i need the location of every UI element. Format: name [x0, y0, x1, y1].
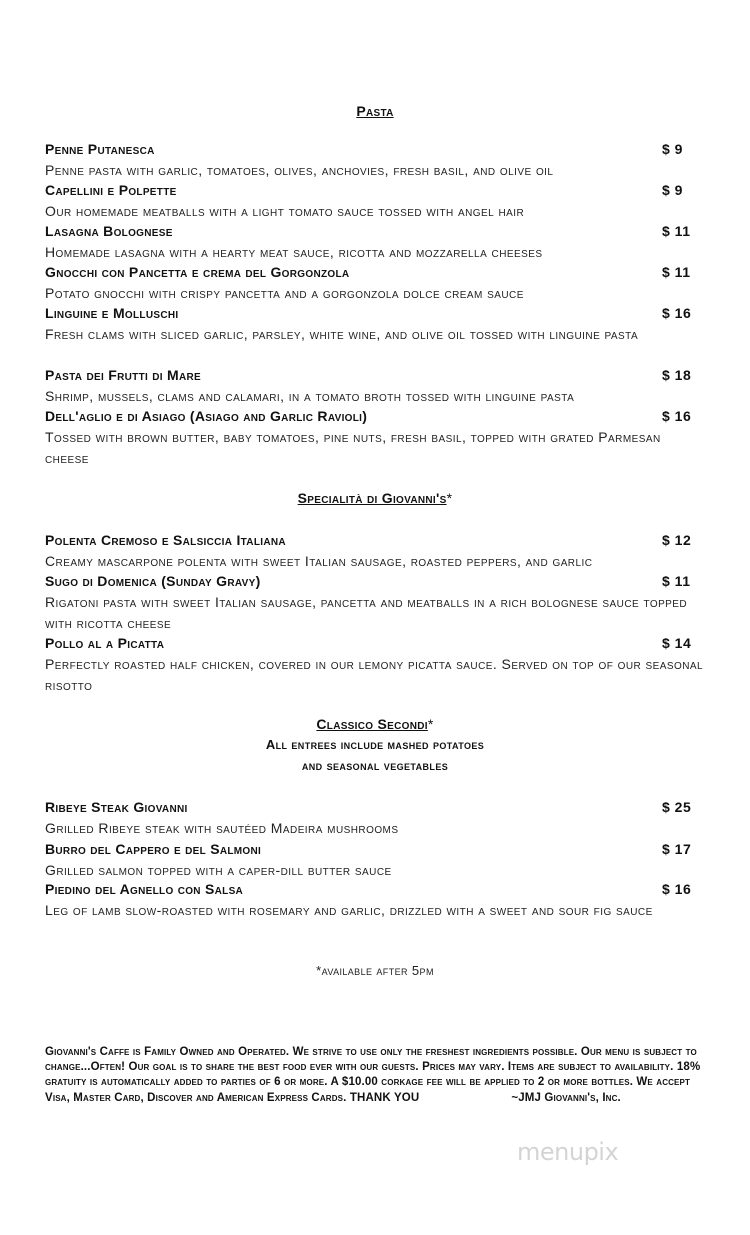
item-name: Linguine e Molluschi: [45, 305, 179, 321]
item-description: Leg of lamb slow-roasted with rosemary and garlic, drizzled with a sweet and sour fig sauce: [45, 902, 653, 918]
secondi-section-title: [0, 716, 750, 732]
menupix-watermark: menupix: [517, 1138, 619, 1166]
item-name: Pasta dei Frutti di Mare: [45, 367, 202, 383]
item-description: Homemade lasagna with a hearty meat sauce, ricotta and mozzarella cheeses: [45, 244, 543, 260]
menu-item: [45, 365, 707, 407]
section-title-text: Classico Secondi: [316, 716, 428, 732]
item-price: $ 11: [662, 223, 691, 239]
menu-item: [45, 303, 707, 345]
menu-item: [45, 571, 707, 634]
item-name: Gnocchi con Pancetta e crema del Gorgonzola: [45, 264, 350, 280]
item-price: $ 18: [662, 367, 692, 383]
item-price: $ 16: [662, 408, 692, 424]
item-name: Piedino del Agnello con Salsa: [45, 881, 244, 897]
pasta-section-title: Pasta: [356, 103, 394, 119]
menu-item: [45, 406, 707, 469]
item-name: Polenta Cremoso e Salsiccia Italiana: [45, 532, 286, 548]
item-price: $ 16: [662, 881, 692, 897]
item-description: Creamy mascarpone polenta with sweet Italian sausage, roasted peppers, and garlic: [45, 553, 593, 569]
item-name: Dell'aglio e di Asiago (Asiago and Garlic Ravioli): [45, 408, 368, 424]
item-price: $ 9: [662, 141, 683, 157]
menu-item: [45, 262, 707, 304]
item-name: Lasagna Bolognese: [45, 223, 173, 239]
item-description: Shrimp, mussels, clams and calamari, in a tomato broth tossed with linguine pasta: [45, 388, 575, 404]
item-name: Sugo di Domenica (Sunday Gravy): [45, 573, 261, 589]
item-description: Fresh clams with sliced garlic, parsley, white wine, and olive oil tossed with linguine pasta: [45, 326, 639, 342]
item-description: Grilled Ribeye steak with sautéed Madeira mushrooms: [45, 820, 399, 836]
item-description: Perfectly roasted half chicken, covered in our lemony picatta sauce. Served on top of our seasonal risotto: [45, 656, 704, 693]
item-price: $ 9: [662, 182, 683, 198]
footer-signature: ~JMJ Giovanni's, Inc.: [511, 1091, 621, 1104]
item-price: $ 12: [662, 532, 692, 548]
item-price: $ 16: [662, 305, 692, 321]
item-price: $ 25: [662, 799, 692, 815]
menu-item: [45, 797, 707, 839]
secondi-subtitle-line1: All entrees include mashed potatoes: [265, 737, 485, 752]
section-title-text: Specialità di Giovanni's: [297, 490, 447, 506]
menu-item: [45, 633, 707, 696]
footer-notice: [45, 1045, 710, 1106]
menu-item: [45, 139, 707, 181]
asterisk-mark: *: [427, 716, 434, 732]
item-price: $ 11: [662, 264, 691, 280]
item-price: $ 17: [662, 841, 692, 857]
menu-item: [45, 879, 707, 921]
item-name: Ribeye Steak Giovanni: [45, 799, 188, 815]
item-price: $ 14: [662, 635, 692, 651]
item-name: Pollo al a Picatta: [45, 635, 165, 651]
item-name: Penne Putanesca: [45, 141, 155, 157]
item-description: Grilled salmon topped with a caper-dill butter sauce: [45, 862, 392, 878]
asterisk-mark: *: [446, 490, 453, 506]
footer-text: Giovanni's Caffe is Family Owned and Operated. We strive to use only the freshest ingredients possible. Our menu is subject to change...Often! Our goal is to share the best food ever with our guests. Prices may vary. Items are subject to availability. 18% gratuity is automatically added to parties of 6 or more. A $10.00 corkage fee will be applied to 2 or more bottles. We accept Visa, Master Card, Discover and American Express Cards. THANK YOU: [45, 1046, 701, 1104]
menu-item: [45, 839, 707, 881]
menu-item: [45, 180, 707, 222]
item-description: Rigatoni pasta with sweet Italian sausage, pancetta and meatballs in a rich bolognese sauce topped with ricotta cheese: [45, 594, 688, 631]
secondi-subtitle-line2: and seasonal vegetables: [301, 758, 449, 773]
item-name: Burro del Cappero e del Salmoni: [45, 841, 262, 857]
item-description: Our homemade meatballs with a light tomato sauce tossed with angel hair: [45, 203, 525, 219]
specialita-section-title: [0, 490, 750, 506]
menu-item: [45, 221, 707, 263]
item-price: $ 11: [662, 573, 691, 589]
item-description: Penne pasta with garlic, tomatoes, olives, anchovies, fresh basil, and olive oil: [45, 162, 554, 178]
item-description: Tossed with brown butter, baby tomatoes, pine nuts, fresh basil, topped with grated Parmesan cheese: [45, 429, 661, 466]
menu-item: [45, 530, 707, 572]
availability-note: *available after 5pm: [316, 963, 434, 978]
item-description: Potato gnocchi with crispy pancetta and a gorgonzola dolce cream sauce: [45, 285, 524, 301]
item-name: Capellini e Polpette: [45, 182, 177, 198]
